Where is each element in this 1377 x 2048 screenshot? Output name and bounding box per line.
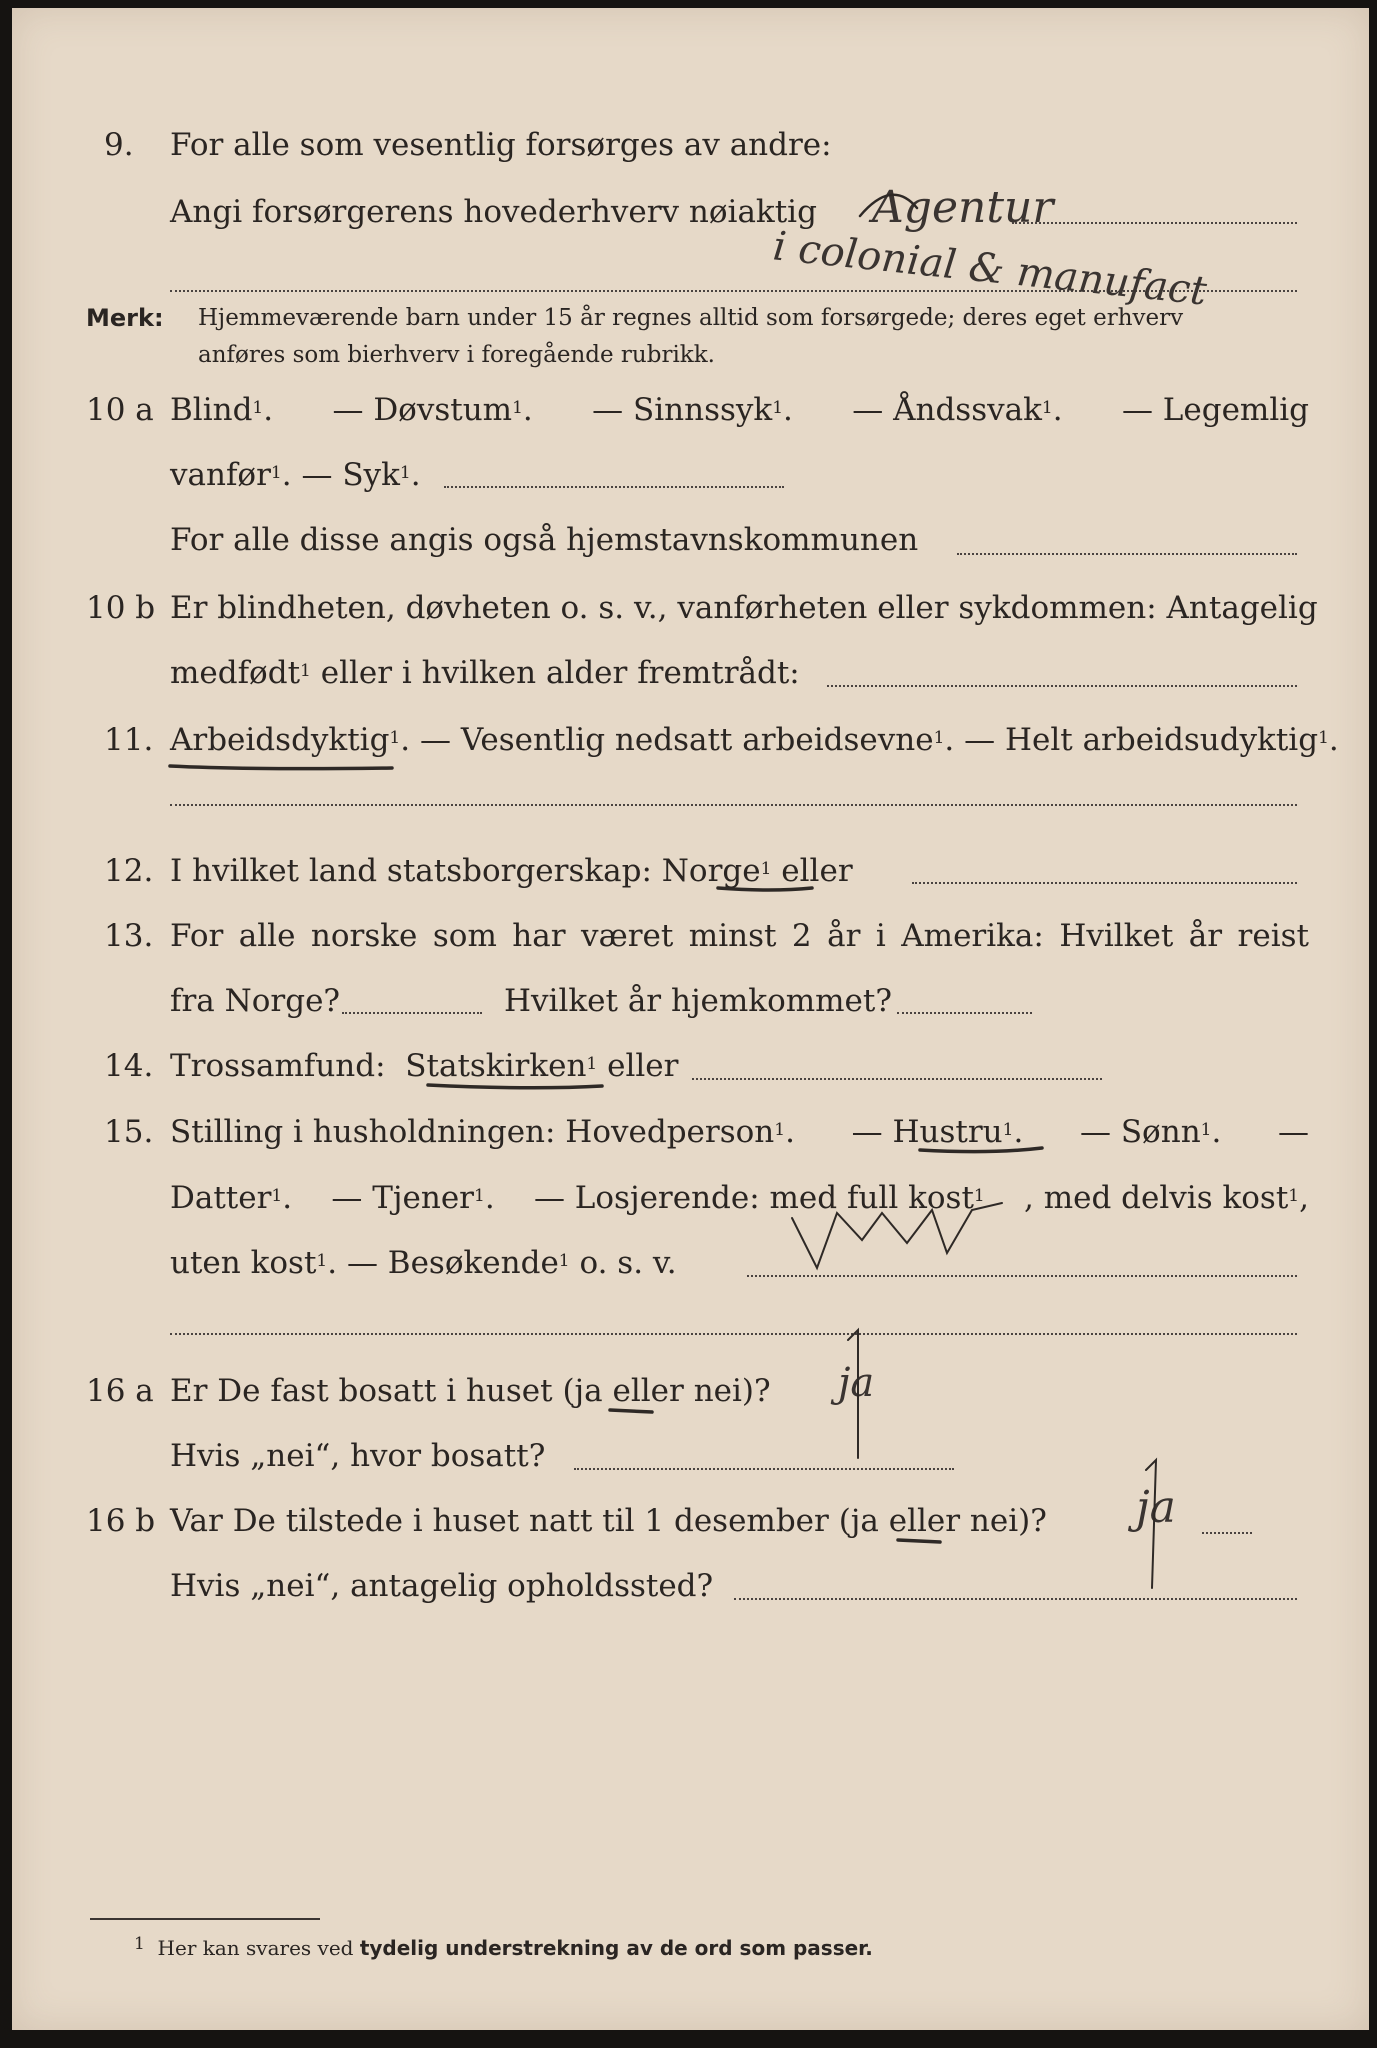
merk-line1: Hjemmeværende barn under 15 år regnes alltid som forsørgede; deres eget erhverv [198, 305, 1184, 331]
q13-reist-line [342, 1012, 482, 1014]
q13-line1: For alle norske som har været minst 2 år i Amerika: Hvilket år reist [170, 918, 1309, 954]
q16a-line2: Hvis „nei“, hvor bosatt? [170, 1438, 546, 1474]
q9-handwritten-answer-2: i colonial & manufact [770, 223, 1209, 315]
q10b-answer-line [827, 685, 1297, 687]
q13-line2b: Hvilket år hjemkommet? [504, 983, 892, 1019]
q12-number: 12. [104, 853, 154, 889]
q10a-line1 [170, 390, 1309, 430]
q10a-dovstum: — Døvstum$^1$. [332, 392, 533, 428]
q13-hjemkommet-line [897, 1012, 1032, 1014]
q10a-andssvak: — Åndssvak$^1$. [852, 392, 1063, 428]
q9-line2: Angi forsørgerens hovederhverv nøiaktig [170, 194, 817, 230]
q16a-number: 16 a [86, 1373, 154, 1409]
q12-norge: Norge [661, 853, 761, 889]
q10a-line3: For alle disse angis også hjemstavnskommunen [170, 522, 919, 558]
q10b-number: 10 b [86, 590, 156, 626]
q15-number: 15. [104, 1114, 154, 1150]
q9-number: 9. [104, 127, 134, 163]
q10a-answer-line [444, 486, 784, 488]
q11-line: Arbeidsdyktig$^1$. — Vesentlig nedsatt arbeidsevne$^1$. — Helt arbeidsudyktig$^1$. [170, 722, 1339, 758]
q14-answer-line [692, 1078, 1102, 1080]
q10a-number: 10 a [86, 392, 154, 428]
footnote-rule [90, 1918, 320, 1920]
q11-answer-line [170, 804, 1297, 806]
q11-arbeidsdyktig: Arbeidsdyktig$^1$. [170, 722, 411, 758]
q16b-line2: Hvis „nei“, antagelig opholdssted? [170, 1568, 714, 1604]
q10a-line2: vanfør$^1$. — Syk$^1$. [170, 457, 421, 493]
q10a-hjemstavn-line [957, 553, 1297, 555]
q9-line1: For alle som vesentlig forsørges av andre: [170, 127, 832, 163]
q10a-sinnssyk: — Sinnssyk$^1$. [592, 392, 793, 428]
q16b-line1: Var De tilstede i huset natt til 1 desember (ja eller nei)? [170, 1503, 1047, 1539]
q15-hustru: — Hustru$^1$. [851, 1114, 1024, 1150]
q14-number: 14. [104, 1048, 154, 1084]
q13-line2a: fra Norge? [170, 983, 341, 1019]
q11-number: 11. [104, 722, 154, 758]
footnote: $^1$ Her kan svares ved tydelig understrekning av de ord som passer. [134, 1934, 873, 1960]
q12-line: I hvilket land statsborgerskap: Norge$^1$ eller [170, 853, 853, 889]
q10b-line2: medfødt$^1$ eller i hvilken alder fremtrådt: [170, 655, 800, 691]
q16a-handwritten-answer: ja [838, 1360, 875, 1406]
q15-line2: Datter$^1$. — Tjener$^1$. — Losjerende: med full kost$^1$ , med delvis kost$^1$, [170, 1180, 1309, 1216]
q16b-answer-line [1202, 1532, 1252, 1534]
merk-line2: anføres som bierhverv i foregående rubrikk. [198, 342, 715, 368]
q15-answer-line [747, 1275, 1297, 1277]
q9-answer-line [1012, 222, 1297, 224]
q13-number: 13. [104, 918, 154, 954]
q10a-legemlig: — Legemlig [1121, 392, 1309, 428]
q16a-line1: Er De fast bosatt i huset (ja eller nei)? [170, 1373, 771, 1409]
q9-handwritten-answer: Agentur [872, 182, 1054, 233]
q16b-handwritten-answer: ja [1136, 1482, 1176, 1533]
q16a-bosatt-line [574, 1468, 954, 1470]
q16b-opholdssted-line [734, 1598, 1297, 1600]
q12-answer-line [912, 882, 1297, 884]
q10b-line1: Er blindheten, døvheten o. s. v., vanførheten eller sykdommen: Antagelig [170, 590, 1318, 626]
merk-label: Merk: [86, 304, 164, 332]
q14-line: Trossamfund: Statskirken$^1$ eller [170, 1048, 679, 1084]
census-form-page [12, 8, 1369, 2030]
q15-line3: uten kost$^1$. — Besøkende$^1$ o. s. v. [170, 1245, 677, 1281]
q15-answer-line-2 [170, 1333, 1297, 1335]
q14-statskirken: Statskirken [405, 1048, 587, 1084]
underline-arbeidsdyktig [170, 766, 392, 769]
q15-line1: Stilling i husholdningen: Hovedperson$^1$. — Hustru$^1$. — Sønn$^1$. — [170, 1114, 1309, 1150]
q16b-number: 16 b [86, 1503, 156, 1539]
q10a-blind: Blind$^1$. [170, 392, 274, 428]
